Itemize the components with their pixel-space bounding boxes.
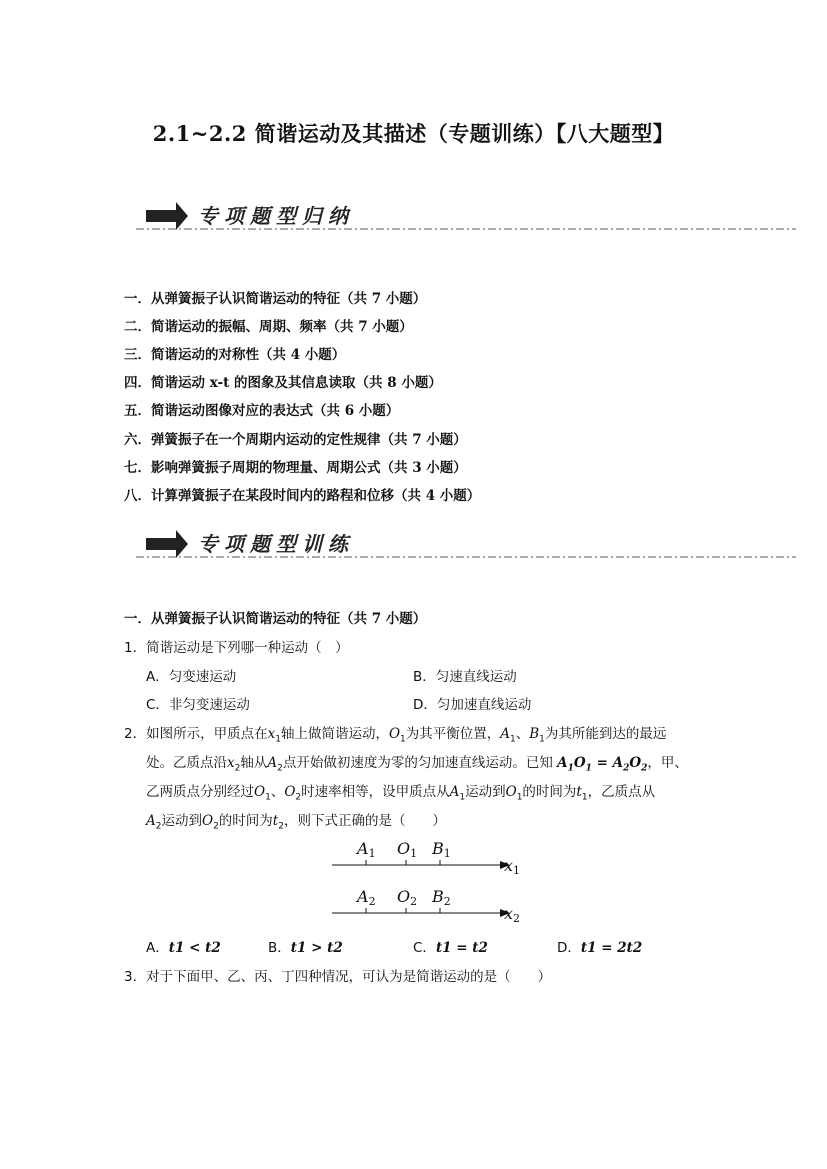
toc-item: 六．弹簧振子在一个周期内运动的定性规律（共 7 小题） [124,432,467,448]
q2-option-c: C．t1 = t2 [413,940,488,956]
question-2-line-2: 处。乙质点沿$x_2$轴从$A_2$点开始做初速度为零的匀加速直线运动。已知 $A_1O_1 = A_2O_2$，甲、 [146,755,688,774]
toc-item: 八．计算弹簧振子在某段时间内的路程和位移（共 4 小题） [124,488,481,504]
label-b2: B2 [432,887,451,908]
label-o1: O1 [397,839,418,860]
q1-option-c: C．非匀变速运动 [146,697,250,713]
label-b1: B1 [432,839,451,860]
section-banner-training [136,526,796,566]
section-heading: 一．从弹簧振子认识简谐运动的特征（共 7 小题） [124,611,427,627]
label-a2: A2 [357,887,376,908]
question-2-line-1: 2．如图所示，甲质点在$x_1$轴上做简谐运动，$O_1$为其平衡位置，$A_1$、$B_1$为其所能到达的最远 [124,726,667,745]
question-3-stem: 3．对于下面甲、乙、丙、丁四种情况，可认为是简谐运动的是（ ） [124,969,552,985]
toc-item: 三．简谐运动的对称性（共 4 小题） [124,347,346,363]
question-1-stem: 1．简谐运动是下列哪一种运动（ ） [124,640,349,656]
label-x1: x1 [504,856,521,877]
toc-item: 二．简谐运动的振幅、周期、频率（共 7 小题） [124,319,413,335]
q2-option-d: D．t1 = 2t2 [557,940,643,956]
toc-item: 四．简谐运动 x-t 的图象及其信息读取（共 8 小题） [124,375,442,391]
q1-option-d: D．匀加速直线运动 [413,697,532,713]
toc-item: 五．简谐运动图像对应的表达式（共 6 小题） [124,403,400,419]
q1-option-b: B．匀速直线运动 [413,669,517,685]
q2-option-b: B．t1 > t2 [268,940,343,956]
q1-option-a: A．匀变速运动 [146,669,237,685]
label-o2: O2 [397,887,418,908]
banner-title: 专项题型归纳 [198,204,354,228]
question-2-line-3: 乙两质点分别经过$O_1$、$O_2$时速率相等，设甲质点从$A_1$运动到$O_1$的时间为$t_1$，乙质点从 [146,784,656,803]
label-a1: A1 [357,839,376,860]
toc-item: 七．影响弹簧振子周期的物理量、周期公式（共 3 小题） [124,460,467,476]
section-banner-summary [136,198,796,238]
banner-title: 专项题型训练 [198,532,354,556]
document-title: 2.1~2.2 简谐运动及其描述（专题训练）【八大题型】 [152,121,675,146]
q2-axis-figure [320,834,530,928]
toc-item: 一．从弹簧振子认识简谐运动的特征（共 7 小题） [124,291,427,307]
q2-option-a: A．t1 < t2 [146,940,221,956]
label-x2: x2 [504,904,521,925]
question-2-line-4: $A_2$运动到$O_2$的时间为$t_2$，则下式正确的是（ ） [146,813,446,832]
